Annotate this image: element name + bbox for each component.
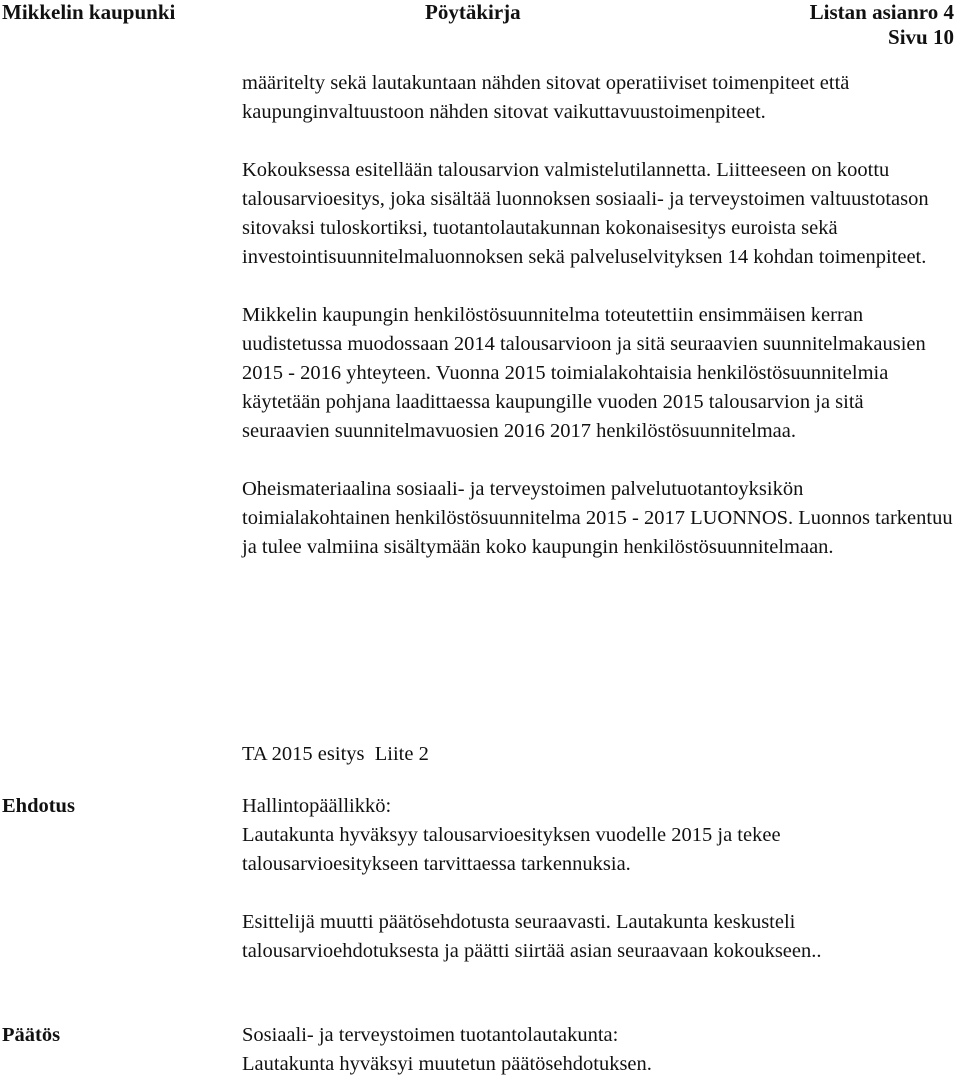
proposal-presenter: Hallintopäällikkö: [242, 795, 392, 817]
proposal-text: Lautakunta hyväksyy talousarvioesityksen vuodelle 2015 ja tekee talousarvioesitykseen tarvittaessa tarkennuksia. [242, 824, 781, 875]
proposal-heading: Ehdotus [2, 795, 75, 817]
main-text [242, 69, 954, 562]
page-header [0, 0, 960, 60]
proposal-section [242, 792, 954, 966]
decision-heading: Päätös [2, 1024, 61, 1046]
paragraph-supplementary-material: Oheismateriaalina sosiaali- ja terveystoimen palvelutuotantoyksikön toimialakohtainen henkilöstösuunnitelma 2015 - 2017 LUONNOS. Luonnos tarkentuu ja tulee valmiina sisältymään koko kaupungin henkilöstösuunnitelmaan. [242, 478, 953, 558]
paragraph-personnel-plan: Mikkelin kaupungin henkilöstösuunnitelma toteutettiin ensimmäisen kerran uudistetussa muodossaan 2014 talousarvioon ja sitä seuraavien suunnitelmakausien 2015 - 2016 yhteyteen. Vuonna 2015 toimialakohtaisia henkilöstösuunnitelmia käytetään pohjana laadittaessa kaupungille vuoden 2015 talousarvion ja sitä seuraavien suunnitelmavuosien 2016 2017 henkilöstösuunnitelmaa. [242, 304, 926, 442]
decision-committee: Sosiaali- ja terveystoimen tuotantolautakunta: [242, 1024, 619, 1046]
city-name: Mikkelin kaupunki [2, 0, 176, 24]
decision-text: Lautakunta hyväksyi muutetun päätösehdotuksen. [242, 1053, 652, 1075]
page-number: Sivu 10 [888, 25, 954, 49]
agenda-item-number: Listan asianro 4 [809, 0, 954, 24]
paragraph-budget-status: Kokouksessa esitellään talousarvion valmistelutilannetta. Liitteeseen on koottu talousarvioesitys, joka sisältää luonnoksen sosiaali- ja terveystoimen valtuustotason sitovaksi tuloskortiksi, tuotantolautakunnan kokonaisesitys euroista sekä investointisuunnitelmaluonnoksen sekä palveluselvityksen 14 kohdan toimenpiteet. [242, 159, 929, 268]
document-type: Pöytäkirja [425, 0, 521, 24]
attachment-reference: TA 2015 esitys Liite 2 [242, 743, 429, 765]
decision-section [242, 1021, 954, 1079]
paragraph-intro: määritelty sekä lautakuntaan nähden sitovat operatiiviset toimenpiteet että kaupunginvaltuustoon nähden sitovat vaikuttavuustoimenpiteet. [242, 72, 850, 123]
proposal-change-text: Esittelijä muutti päätösehdotusta seuraavasti. Lautakunta keskusteli talousarvioehdotuksesta ja päätti siirtää asian seuraavaan kokoukseen.. [242, 911, 822, 962]
